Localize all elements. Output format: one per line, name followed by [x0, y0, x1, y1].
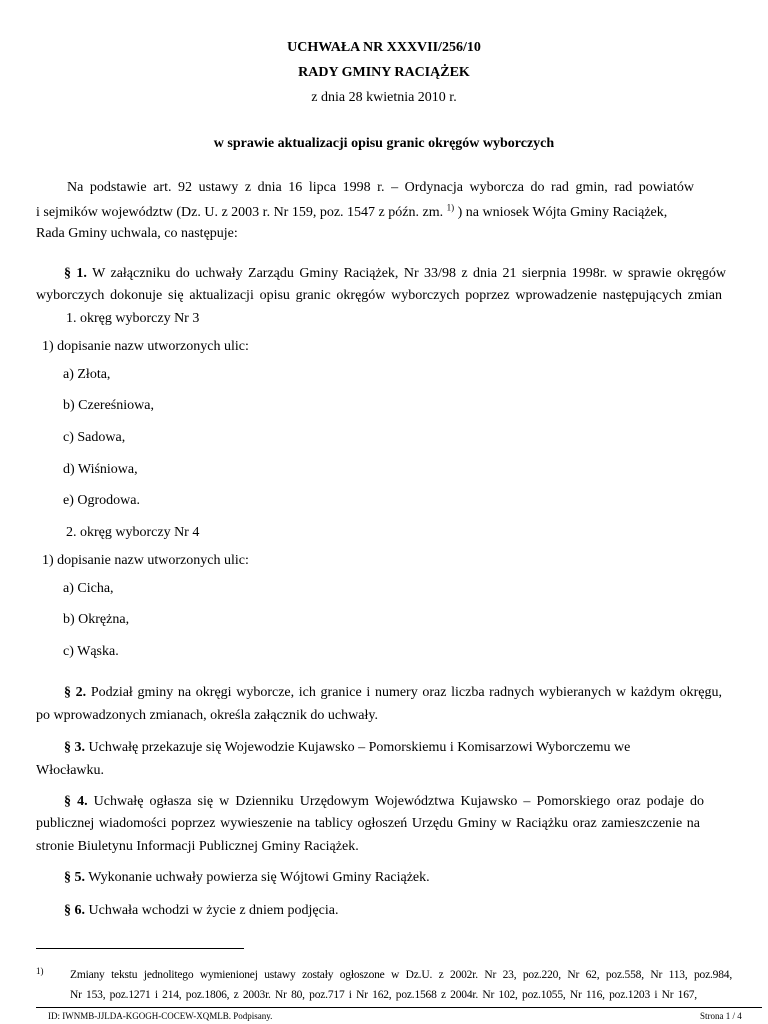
resolution-subject: w sprawie aktualizacji opisu granic okręgów wyborczych — [213, 136, 555, 151]
page-number: Strona 1 / 4 — [700, 1011, 742, 1021]
resolution-date: z dnia 28 kwietnia 2010 r. — [311, 90, 457, 105]
paragraph-number: § 4. — [64, 794, 88, 809]
document-id: ID: IWNMB-JJLDA-KGOGH-COCEW-XQMLB. Podpisany. — [48, 1011, 273, 1021]
paragraph-6-line — [64, 902, 338, 920]
footnote-separator — [36, 948, 244, 949]
council-name: RADY GMINY RACIĄŻEK — [298, 65, 470, 80]
paragraph-number: § 5. — [64, 870, 85, 885]
street-item: c) Sadowa, — [63, 430, 126, 445]
paragraph-4-line: stronie Biuletynu Informacji Publicznej Gminy Raciążek. — [36, 839, 359, 854]
street-item: b) Okrężna, — [63, 612, 130, 627]
paragraph-5-line — [64, 869, 430, 887]
paragraph-3-line — [64, 739, 630, 757]
paragraph-text: Uchwała wchodzi w życie z dniem podjęcia. — [85, 903, 339, 918]
footnote-text: Nr 153, poz.1271 i 214, poz.1806, z 2003r. Nr 80, poz.717 i Nr 162, poz.1568 z 2004r. Nr 102, poz.1055, Nr 116, poz.1203 i Nr 167, — [70, 989, 697, 1001]
paragraph-1-line — [64, 265, 726, 283]
footnote-marker: 1) — [36, 966, 44, 976]
district-heading: 2. okręg wyborczy Nr 4 — [66, 525, 200, 540]
paragraph-2-line: po wprowadzonych zmianach, określa załącznik do uchwały. — [36, 708, 378, 723]
district-heading: 1. okręg wyborczy Nr 3 — [66, 311, 200, 326]
resolution-number: UCHWAŁA NR XXXVII/256/10 — [287, 40, 481, 55]
preamble-line — [36, 204, 667, 222]
footnote-reference[interactable]: 1) — [446, 202, 455, 213]
paragraph-number: § 1. — [64, 266, 87, 281]
preamble-text: i sejmików województw (Dz. U. z 2003 r. Nr 159, poz. 1547 z późn. zm. — [36, 205, 447, 220]
street-item: c) Wąska. — [63, 644, 119, 659]
street-item: a) Cicha, — [63, 581, 114, 596]
paragraph-2-line — [64, 684, 722, 702]
street-item: a) Złota, — [63, 367, 111, 382]
paragraph-3-line: Włocławku. — [36, 763, 105, 778]
street-item: e) Ogrodowa. — [63, 493, 140, 508]
district-subitem: 1) dopisanie nazw utworzonych ulic: — [42, 553, 249, 568]
paragraph-4-line: publicznej wiadomości poprzez wywieszenie na tablicy ogłoszeń Urzędu Gminy w Raciążku oraz zamieszczenie na — [36, 816, 700, 831]
footer-separator — [36, 1007, 762, 1008]
paragraph-number: § 6. — [64, 903, 85, 918]
paragraph-4-line — [64, 793, 704, 811]
paragraph-text: Podział gminy na okręgi wyborcze, ich granice i numery oraz liczba radnych wybieranych w każdym okręgu, — [86, 685, 723, 700]
paragraph-text: Uchwałę ogłasza się w Dzienniku Urzędowym Województwa Kujawsko – Pomorskiego oraz podaje do — [87, 794, 704, 809]
paragraph-text: W załączniku do uchwały Zarządu Gminy Raciążek, Nr 33/98 z dnia 21 sierpnia 1998r. w sprawie okręgów — [86, 266, 727, 281]
preamble-line: Rada Gminy uchwala, co następuje: — [36, 226, 238, 241]
preamble-text: ) na wniosek Wójta Gminy Raciążek, — [454, 205, 668, 220]
paragraph-1-line: wyborczych dokonuje się aktualizacji opisu granic okręgów wyborczych poprzez wprowadzenie następujących zmian — [36, 288, 722, 303]
paragraph-number: § 2. — [64, 685, 87, 700]
footnote-text: Zmiany tekstu jednolitego wymienionej ustawy zostały ogłoszone w Dz.U. z 2002r. Nr 23, poz.220, Nr 62, poz.558, Nr 113, poz.984, — [70, 969, 732, 981]
paragraph-text: Wykonanie uchwały powierza się Wójtowi Gminy Raciążek. — [85, 870, 430, 885]
paragraph-number: § 3. — [64, 740, 85, 755]
street-item: d) Wiśniowa, — [63, 462, 138, 477]
district-subitem: 1) dopisanie nazw utworzonych ulic: — [42, 339, 249, 354]
street-item: b) Czereśniowa, — [63, 398, 154, 413]
preamble-line: Na podstawie art. 92 ustawy z dnia 16 lipca 1998 r. – Ordynacja wyborcza do rad gmin, rad powiatów — [67, 180, 694, 195]
paragraph-text: Uchwałę przekazuje się Wojewodzie Kujawsko – Pomorskiemu i Komisarzowi Wyborczemu we — [85, 740, 631, 755]
